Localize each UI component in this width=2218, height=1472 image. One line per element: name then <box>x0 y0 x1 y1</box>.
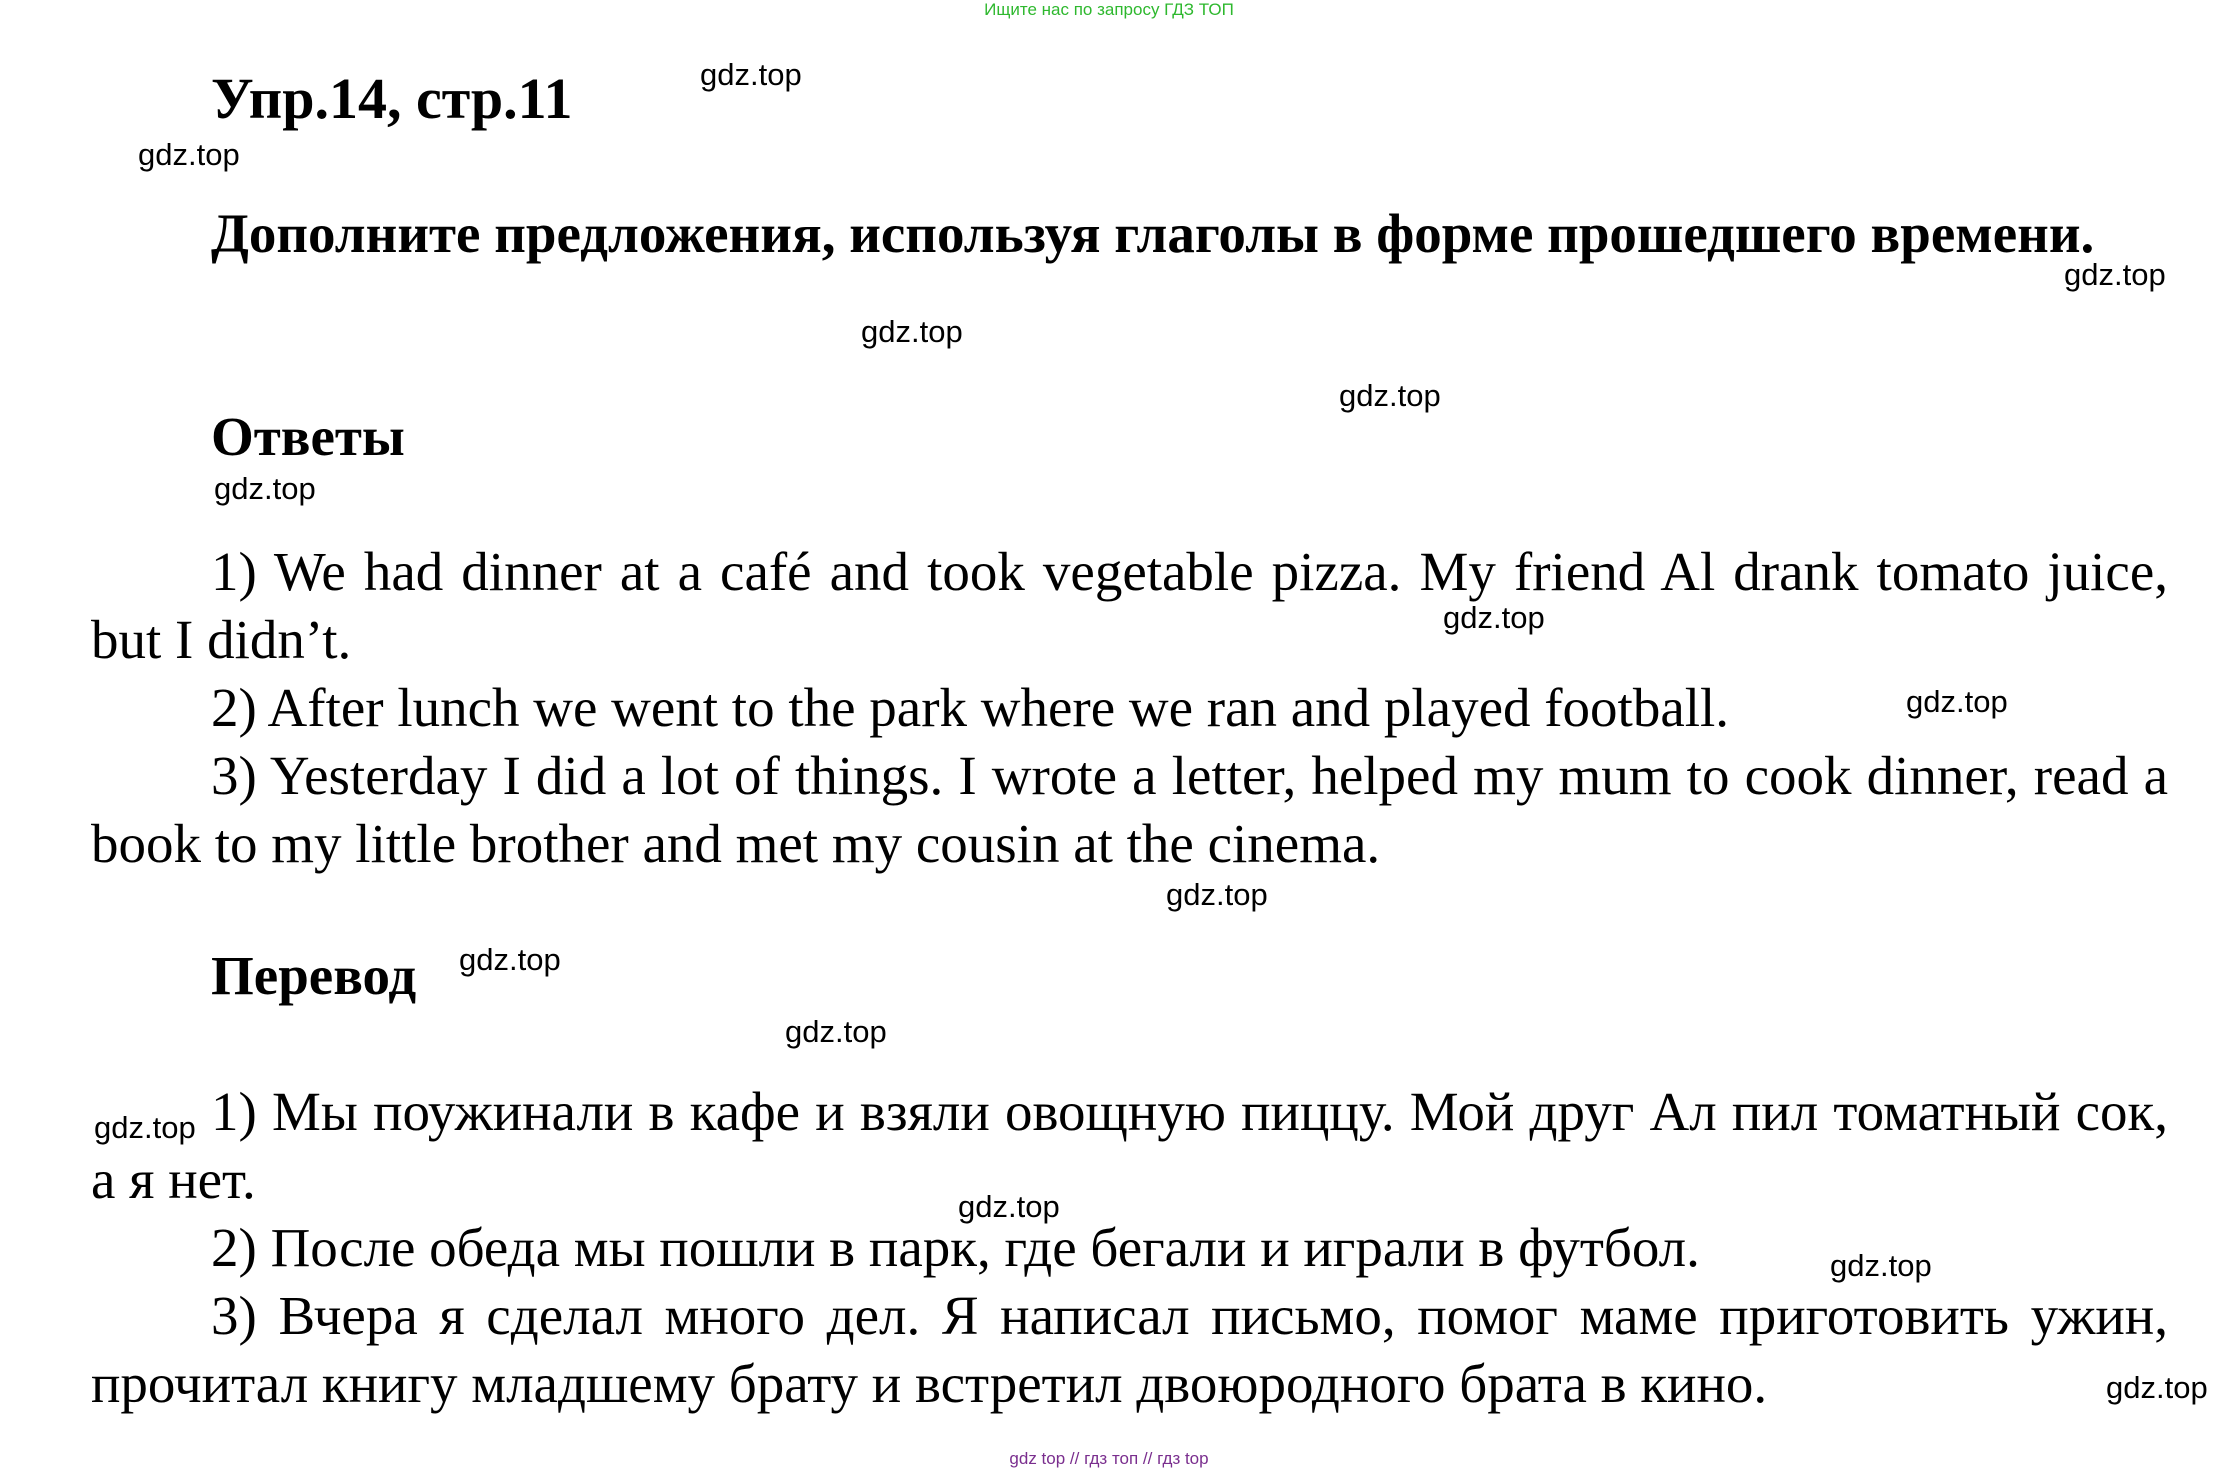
watermark: gdz.top <box>785 1014 887 1049</box>
watermark: gdz.top <box>138 137 240 172</box>
translation-item: 3) Вчера я сделал много дел. Я написал письмо, помог маме приготовить ужин, прочитал книгу младшему брату и встретил двоюродного брата в кино. <box>91 1285 2168 1414</box>
answer-item: 3) Yesterday I did a lot of things. I wrote a letter, helped my mum to cook dinner, read a book to my little brother and met my cousin at the cinema. <box>91 745 2168 874</box>
translation-item: 1) Мы поужинали в кафе и взяли овощную пиццу. Мой друг Ал пил томатный сок, а я нет. <box>91 1081 2168 1210</box>
watermark: gdz.top <box>1443 600 1545 635</box>
watermark: gdz.top <box>700 57 802 92</box>
watermark: gdz.top <box>1830 1248 1932 1283</box>
watermark: gdz.top <box>1166 877 1268 912</box>
watermark: gdz.top <box>958 1189 1060 1224</box>
watermark: gdz.top <box>861 314 963 349</box>
answers-heading: Ответы <box>211 406 405 467</box>
bottom-banner: gdz top // гдз топ // гдз top <box>1009 1449 1209 1468</box>
watermark: gdz.top <box>1906 684 2008 719</box>
watermark: gdz.top <box>214 471 316 506</box>
translation-heading: Перевод <box>211 945 417 1006</box>
watermark: gdz.top <box>2064 257 2166 292</box>
top-banner: Ищите нас по запросу ГДЗ ТОП <box>984 0 1234 19</box>
watermark: gdz.top <box>1339 378 1441 413</box>
watermark: gdz.top <box>459 942 561 977</box>
answers-list <box>91 538 2168 878</box>
exercise-title: Упр.14, стр.11 <box>211 66 573 131</box>
answer-item: 2) After lunch we went to the park where we ran and played football. <box>211 677 1730 738</box>
answer-item: 1) We had dinner at a café and took vegetable pizza. My friend Al drank tomato juice, but I didn’t. <box>91 541 2168 670</box>
translation-item: 2) После обеда мы пошли в парк, где бегали и играли в футбол. <box>211 1217 1700 1278</box>
task-instruction: Дополните предложения, используя глаголы в форме прошедшего времени. <box>211 203 2095 264</box>
watermark: gdz.top <box>2106 1370 2208 1405</box>
watermark: gdz.top <box>94 1110 196 1145</box>
